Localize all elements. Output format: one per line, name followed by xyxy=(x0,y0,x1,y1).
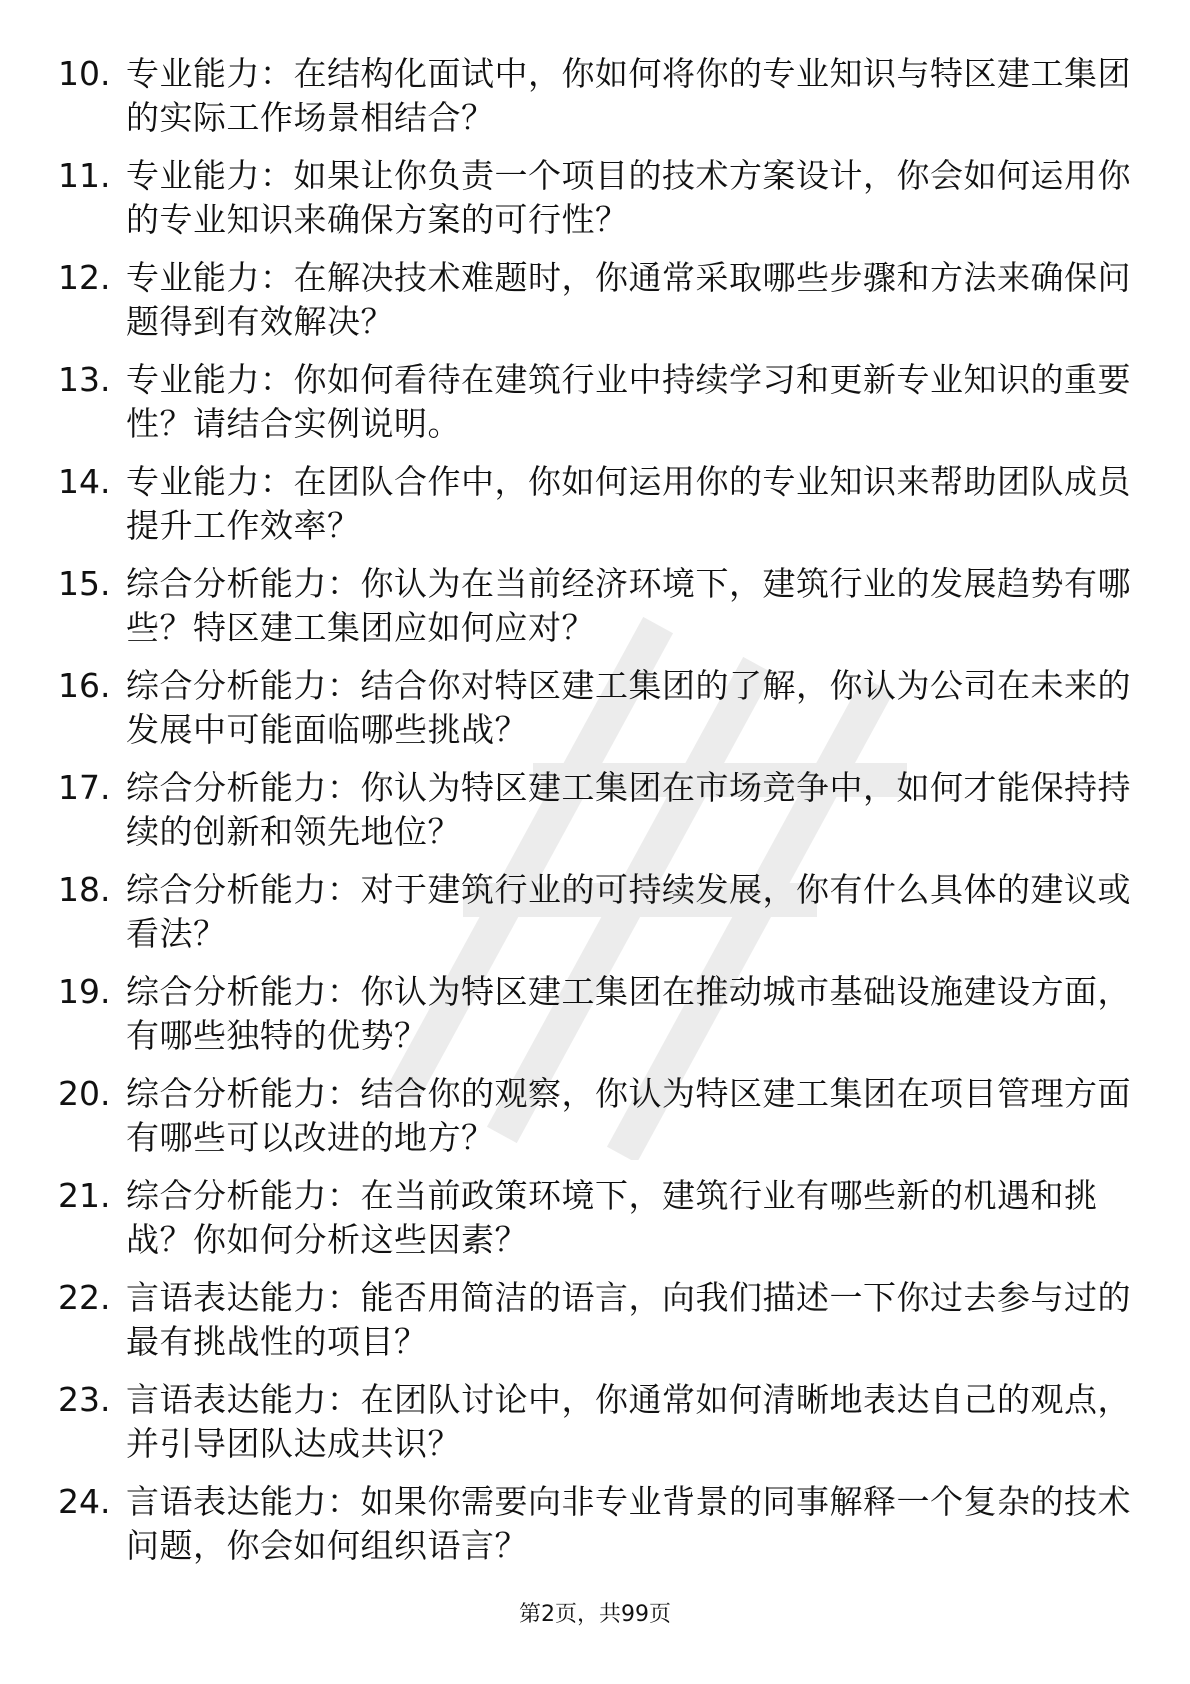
question-text: 专业能力：在解决技术难题时，你通常采取哪些步骤和方法来确保问题得到有效解决？ xyxy=(126,258,1131,341)
question-number: 12. xyxy=(58,258,111,297)
question-text: 专业能力：在结构化面试中，你如何将你的专业知识与特区建工集团的实际工作场景相结合？ xyxy=(126,54,1131,137)
question-item xyxy=(58,1276,1138,1378)
question-text: 言语表达能力：能否用简洁的语言，向我们描述一下你过去参与过的最有挑战性的项目？ xyxy=(126,1278,1131,1361)
question-number: 22. xyxy=(58,1278,111,1317)
question-number: 21. xyxy=(58,1176,111,1215)
question-number: 20. xyxy=(58,1074,111,1113)
question-text: 综合分析能力：在当前政策环境下，建筑行业有哪些新的机遇和挑战？你如何分析这些因素？ xyxy=(126,1176,1098,1259)
question-number: 11. xyxy=(58,156,111,195)
question-number: 13. xyxy=(58,360,111,399)
question-item xyxy=(58,1480,1138,1582)
question-text: 综合分析能力：结合你的观察，你认为特区建工集团在项目管理方面有哪些可以改进的地方？ xyxy=(126,1074,1131,1157)
question-item xyxy=(58,358,1138,460)
question-item xyxy=(58,154,1138,256)
question-number: 15. xyxy=(58,564,111,603)
question-text: 综合分析能力：你认为特区建工集团在推动城市基础设施建设方面，有哪些独特的优势？ xyxy=(126,972,1131,1055)
question-text: 专业能力：在团队合作中，你如何运用你的专业知识来帮助团队成员提升工作效率？ xyxy=(126,462,1131,545)
page-number: 第2页，共99页 xyxy=(519,1602,671,1627)
question-text: 综合分析能力：你认为特区建工集团在市场竞争中，如何才能保持持续的创新和领先地位？ xyxy=(126,768,1131,851)
question-item xyxy=(58,1072,1138,1174)
question-number: 14. xyxy=(58,462,111,501)
question-number: 23. xyxy=(58,1380,111,1419)
question-text: 言语表达能力：在团队讨论中，你通常如何清晰地表达自己的观点，并引导团队达成共识？ xyxy=(126,1380,1131,1463)
question-item xyxy=(58,460,1138,562)
question-item xyxy=(58,1378,1138,1480)
question-number: 19. xyxy=(58,972,111,1011)
question-item xyxy=(58,1174,1138,1276)
question-item xyxy=(58,970,1138,1072)
question-text: 综合分析能力：结合你对特区建工集团的了解，你认为公司在未来的发展中可能面临哪些挑战？ xyxy=(126,666,1131,749)
question-list xyxy=(58,52,1138,1582)
question-text: 言语表达能力：如果你需要向非专业背景的同事解释一个复杂的技术问题，你会如何组织语言？ xyxy=(126,1482,1131,1565)
question-item xyxy=(58,664,1138,766)
question-item xyxy=(58,562,1138,664)
question-item xyxy=(58,766,1138,868)
question-item xyxy=(58,868,1138,970)
question-text: 专业能力：如果让你负责一个项目的技术方案设计，你会如何运用你的专业知识来确保方案的可行性？ xyxy=(126,156,1131,239)
question-number: 17. xyxy=(58,768,111,807)
question-number: 18. xyxy=(58,870,111,909)
question-number: 10. xyxy=(58,54,111,93)
question-text: 综合分析能力：对于建筑行业的可持续发展，你有什么具体的建议或看法？ xyxy=(126,870,1131,953)
question-text: 专业能力：你如何看待在建筑行业中持续学习和更新专业知识的重要性？请结合实例说明。 xyxy=(126,360,1131,443)
question-number: 16. xyxy=(58,666,111,705)
question-text: 综合分析能力：你认为在当前经济环境下，建筑行业的发展趋势有哪些？特区建工集团应如何应对？ xyxy=(126,564,1131,647)
question-number: 24. xyxy=(58,1482,111,1521)
question-item xyxy=(58,256,1138,358)
question-item xyxy=(58,52,1138,154)
